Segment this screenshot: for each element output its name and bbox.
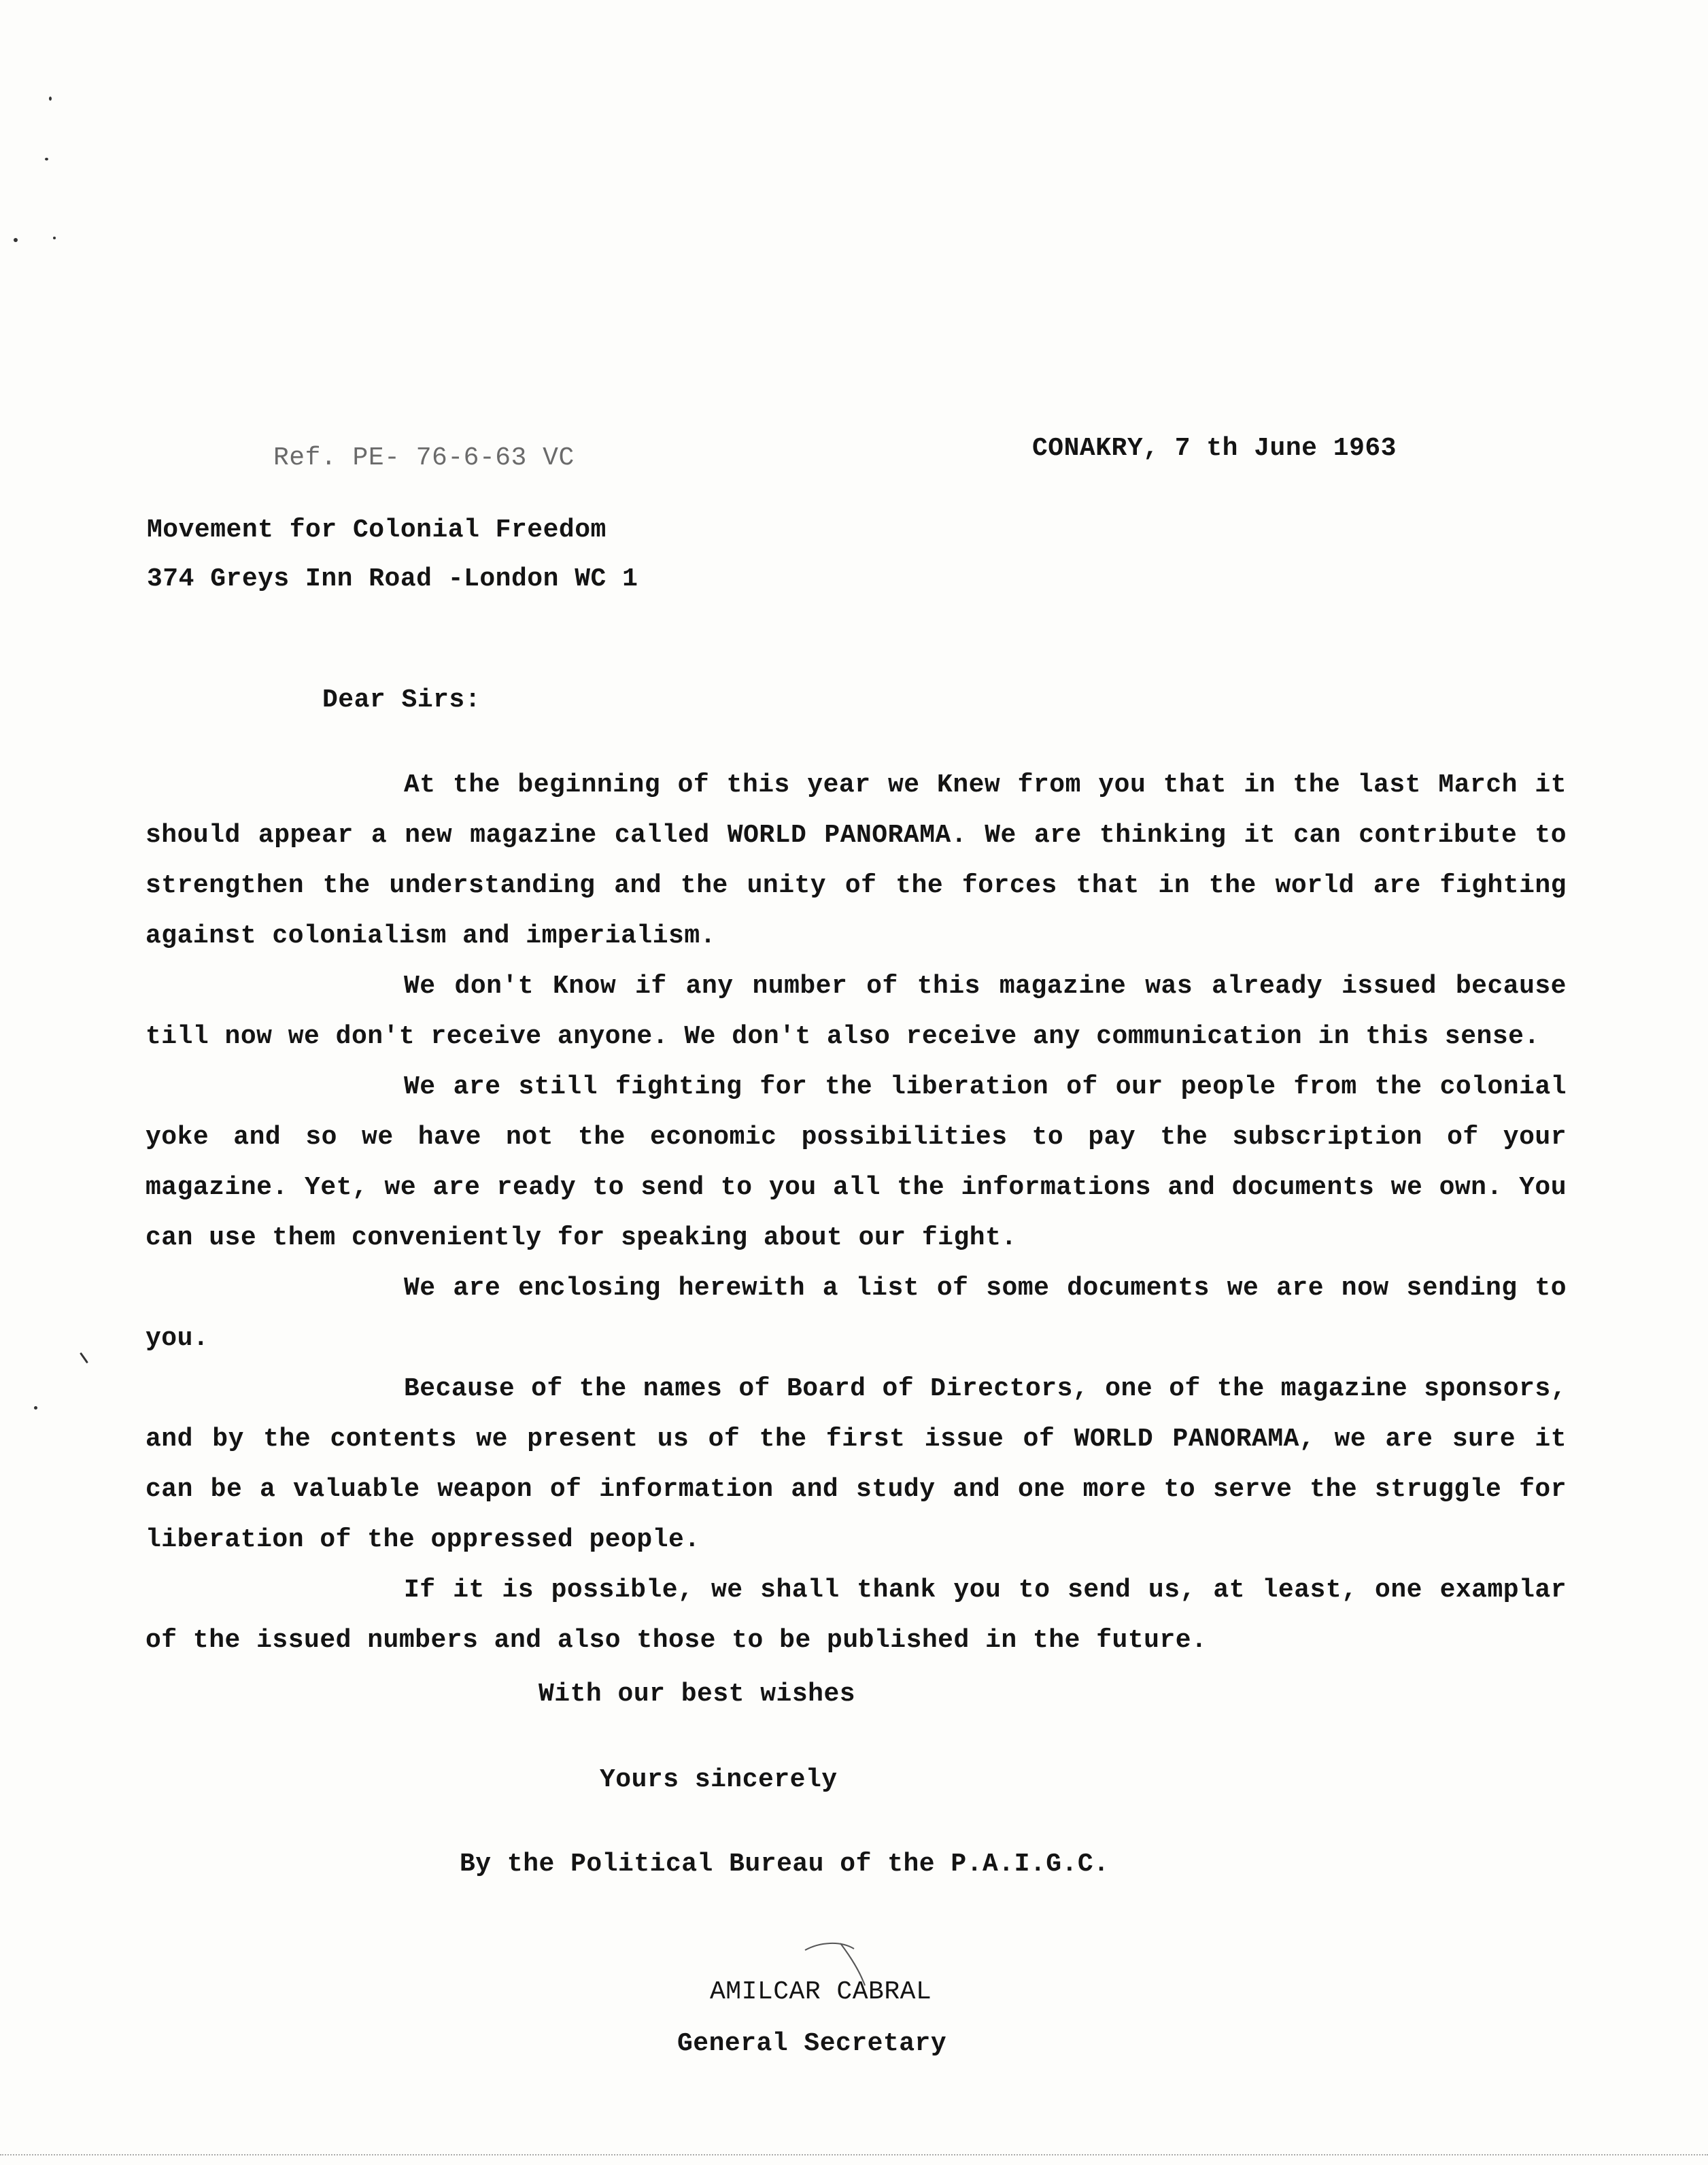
signatory-name: AMILCAR CABRAL [710, 1977, 932, 2007]
salutation: Dear Sirs: [322, 685, 481, 715]
closing-wishes: With our best wishes [539, 1680, 856, 1709]
signatory-title: General Secretary [677, 2029, 947, 2058]
body-paragraph: Because of the names of Board of Directors, one of the magazine sponsors, and by the contents we present us of the first issue of WORLD PANORAMA, we are sure it can be a valuable weapon of information and study and one more to serve the struggle for liberation of the oppressed people. [146, 1374, 1567, 1554]
scan-speck [14, 238, 18, 242]
scan-speck [53, 237, 56, 239]
body-paragraph: If it is possible, we shall thank you to send us, at least, one examplar of the issued numbers and also those to be published in the future. [146, 1575, 1567, 1655]
closing-by-line: By the Political Bureau of the P.A.I.G.C. [460, 1849, 1110, 1879]
scan-speck [80, 1352, 88, 1363]
scan-speck [34, 1406, 37, 1410]
body-paragraph: We are enclosing herewith a list of some documents we are now sending to you. [146, 1274, 1567, 1353]
body-paragraph: We are still fighting for the liberation of our people from the colonial yoke and so we have not the economic possibilities to pay the subscription of your magazine. Yet, we are ready to send to you all the informations and documents we own. You can use them conveniently for speaking about our fight. [146, 1072, 1567, 1252]
reference-number: Ref. PE- 76-6-63 VC [273, 443, 575, 473]
scan-edge-line [0, 2154, 1708, 2155]
scan-speck [45, 158, 48, 160]
scan-speck [49, 97, 52, 101]
body-paragraph: We don't Know if any number of this magazine was already issued because till now we don't receive anyone. We don't also receive any communication in this sense. [146, 972, 1567, 1051]
body-paragraph: At the beginning of this year we Knew from you that in the last March it should appear a new magazine called WORLD PANORAMA. We are thinking it can contribute to strengthen the understanding and the unity of the forces that in the world are fighting against colonialism and imperialism. [146, 770, 1567, 951]
recipient-address: 374 Greys Inn Road -London WC 1 [147, 564, 638, 594]
closing-sincerely: Yours sincerely [600, 1765, 838, 1794]
recipient-name: Movement for Colonial Freedom [147, 515, 607, 545]
place-and-date: CONAKRY, 7 th June 1963 [1032, 434, 1397, 463]
